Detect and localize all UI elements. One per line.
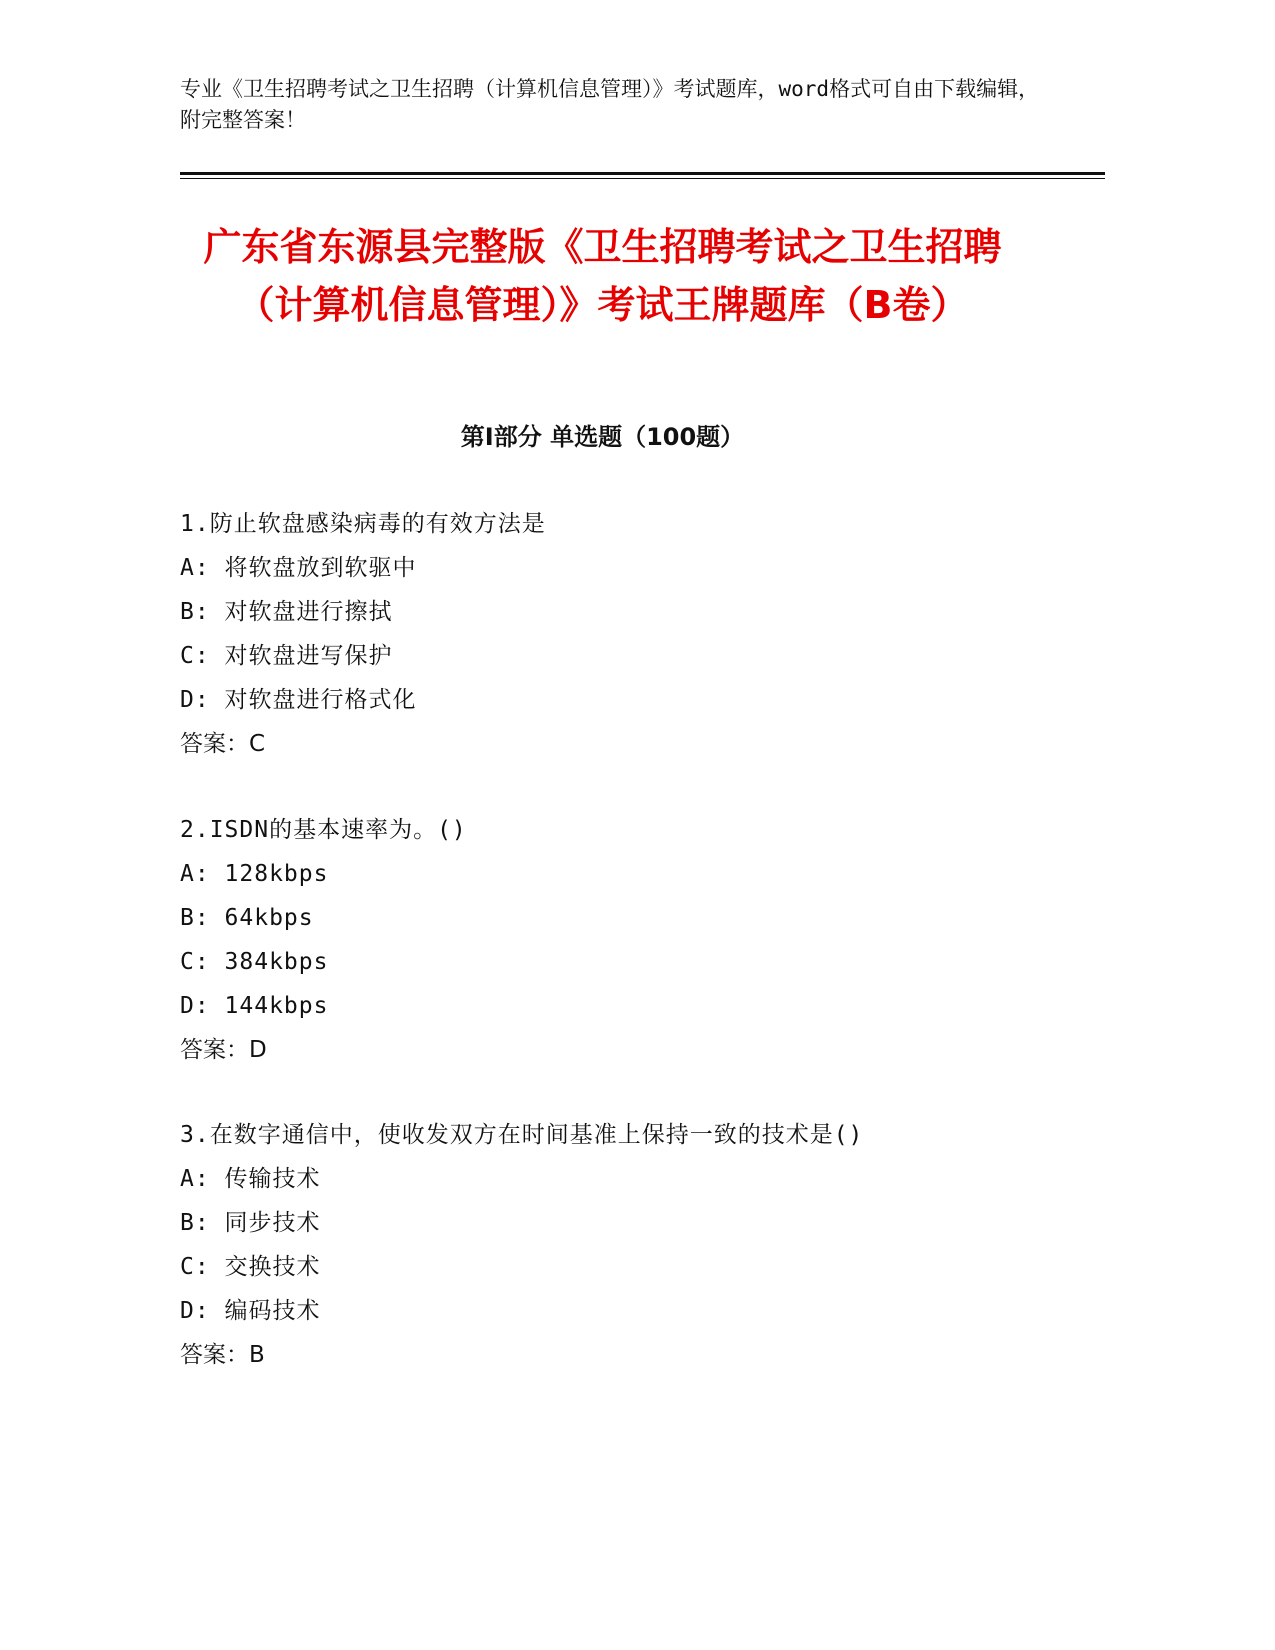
question-option: A: 将软盘放到软驱中 [180, 555, 417, 581]
question-stem: 2.ISDN的基本速率为。() [180, 817, 467, 843]
question-option: D: 编码技术 [180, 1298, 321, 1324]
question-answer: 答案：C [180, 731, 266, 757]
question-option: C: 384kbps [180, 949, 329, 975]
header-rule-thin [180, 178, 1105, 179]
question-answer: 答案：D [180, 1037, 267, 1063]
question-block [180, 1113, 1080, 1377]
question-option: A: 128kbps [180, 861, 329, 887]
question-option: C: 交换技术 [180, 1254, 321, 1280]
question-block [180, 502, 1080, 766]
header-note: 专业《卫生招聘考试之卫生招聘（计算机信息管理）》考试题库，word格式可自由下载编辑，附完整答案！ [180, 77, 1040, 132]
question-answer: 答案：B [180, 1342, 265, 1368]
question-stem: 1.防止软盘感染病毒的有效方法是 [180, 511, 546, 537]
header-rule-thick [180, 172, 1105, 175]
question-option: B: 同步技术 [180, 1210, 321, 1236]
question-option: D: 144kbps [180, 993, 329, 1019]
question-option: C: 对软盘进写保护 [180, 643, 393, 669]
document-title: 广东省东源县完整版《卫生招聘考试之卫生招聘（计算机信息管理）》考试王牌题库（B卷） [203, 225, 1002, 327]
question-stem: 3.在数字通信中，使收发双方在时间基准上保持一致的技术是() [180, 1122, 864, 1148]
question-option: D: 对软盘进行格式化 [180, 687, 417, 713]
question-option: B: 对软盘进行擦拭 [180, 599, 393, 625]
question-option: A: 传输技术 [180, 1166, 321, 1192]
section-heading: 第I部分 单选题（100题） [460, 423, 745, 451]
question-block [180, 808, 1080, 1072]
question-option: B: 64kbps [180, 905, 314, 931]
